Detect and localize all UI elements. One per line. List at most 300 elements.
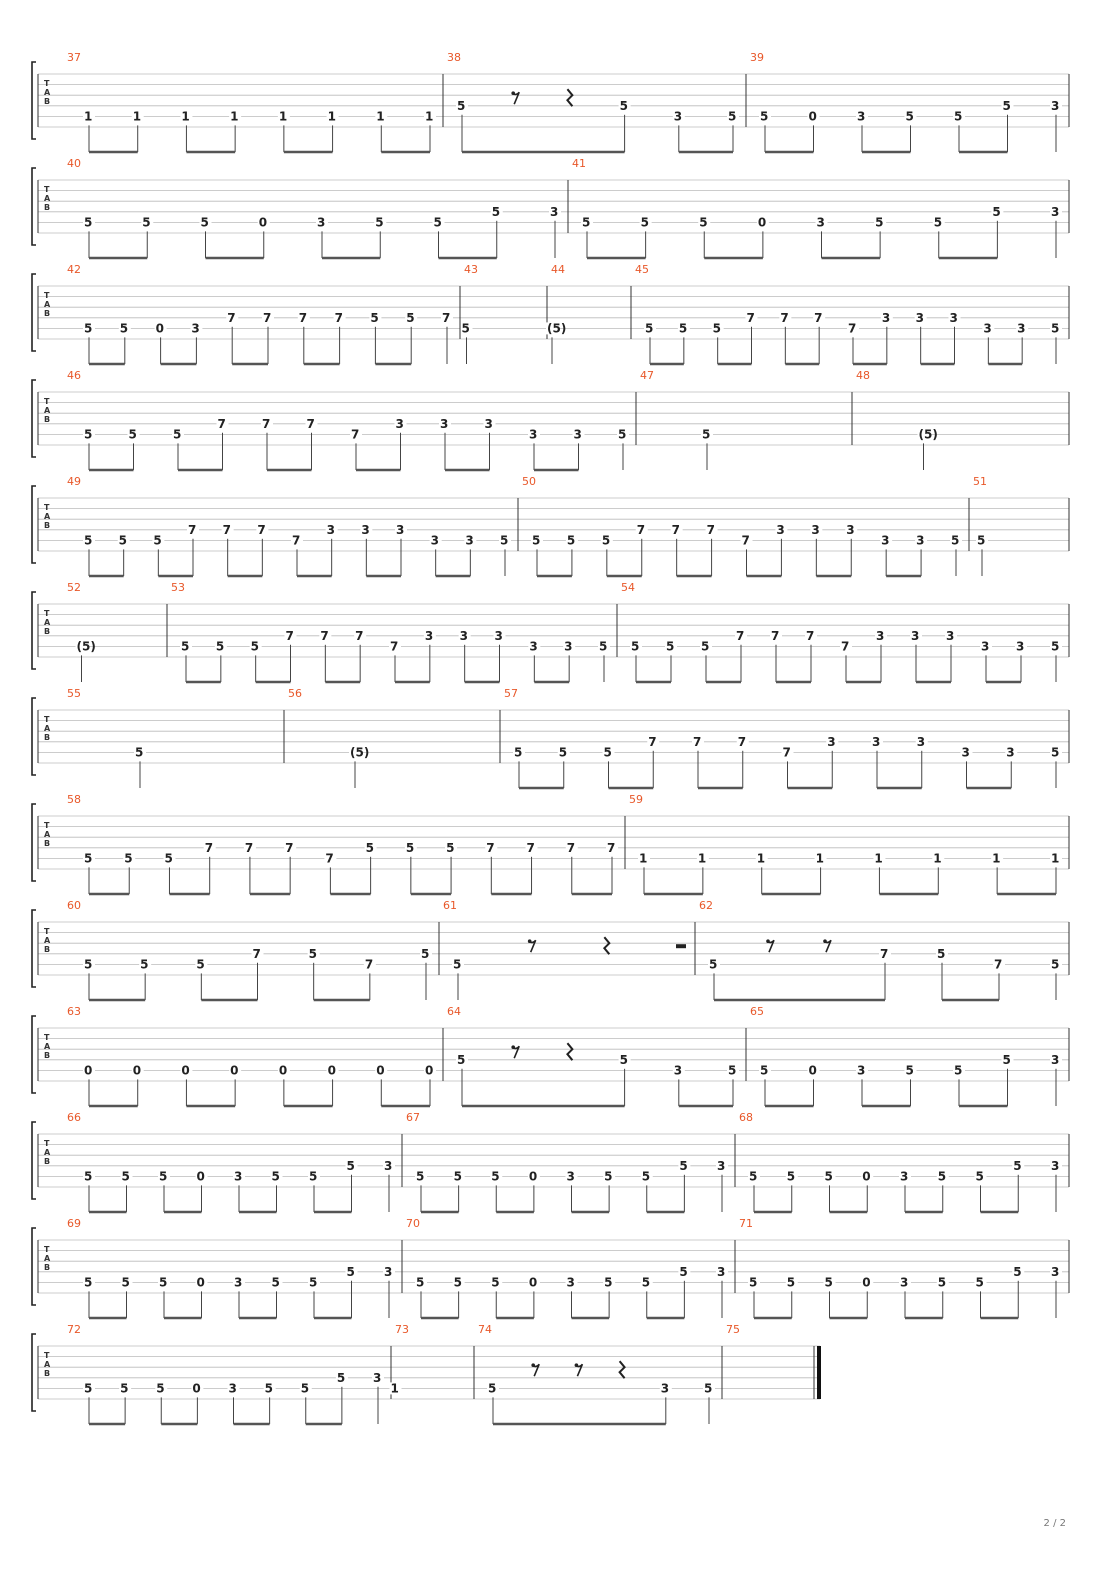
- fret-number: (5): [918, 427, 938, 442]
- fret-number: 5: [749, 1275, 758, 1290]
- measure-number: 73: [395, 1323, 409, 1336]
- fret-number: 5: [1051, 957, 1060, 972]
- fret-number: 3: [1051, 1264, 1060, 1279]
- fret-number: 3: [1051, 98, 1060, 113]
- fret-number: 5: [709, 957, 718, 972]
- system-bracket: [32, 910, 36, 987]
- measure-number: 40: [67, 157, 81, 170]
- fret-number: 5: [173, 427, 182, 442]
- system-bracket: [32, 1122, 36, 1199]
- fret-number: 7: [285, 628, 294, 643]
- fret-number: 3: [961, 745, 970, 760]
- fret-number: 5: [142, 215, 151, 230]
- fret-number: 3: [440, 416, 449, 431]
- fret-number: 5: [433, 215, 442, 230]
- fret-number: 0: [757, 215, 767, 230]
- fret-number: 7: [364, 957, 374, 972]
- fret-number: 5: [457, 1052, 466, 1067]
- fret-number: 5: [640, 215, 649, 230]
- fret-number: 5: [84, 321, 93, 336]
- fret-number: 7: [486, 840, 495, 855]
- fret-number: 5: [215, 639, 225, 654]
- fret-number: 5: [159, 1169, 168, 1184]
- fret-number: 3: [946, 628, 955, 643]
- fret-number: 5: [619, 98, 628, 113]
- fret-number: 7: [648, 734, 657, 749]
- measure-number: 38: [447, 51, 461, 64]
- fret-number: 5: [712, 321, 722, 336]
- fret-number: 5: [1013, 1158, 1022, 1173]
- system-bracket: [32, 380, 36, 457]
- fret-number: 5: [951, 533, 960, 548]
- fret-number: 5: [453, 1169, 462, 1184]
- measure-number: 66: [67, 1111, 81, 1124]
- eighth-rest-dot: [511, 91, 515, 95]
- fret-number: 7: [285, 840, 294, 855]
- fret-number: 1: [697, 851, 707, 866]
- fret-number: 3: [384, 1264, 393, 1279]
- fret-number: 5: [1051, 639, 1060, 654]
- fret-number: 3: [566, 1275, 575, 1290]
- fret-number: 7: [227, 310, 236, 325]
- fret-number: 5: [1002, 98, 1011, 113]
- fret-number: 3: [900, 1275, 909, 1290]
- fret-number: 1: [390, 1381, 399, 1396]
- fret-number: 7: [320, 628, 329, 643]
- fret-number: 5: [645, 321, 654, 336]
- fret-number: 5: [365, 840, 374, 855]
- fret-number: 1: [639, 851, 648, 866]
- fret-number: 7: [782, 745, 791, 760]
- quarter-rest: [620, 1361, 625, 1378]
- fret-number: 5: [84, 1275, 93, 1290]
- fret-number: 5: [405, 840, 415, 855]
- tab-clef-letter: T: [44, 821, 50, 830]
- fret-number: 5: [488, 1381, 497, 1396]
- fret-number: 5: [514, 745, 523, 760]
- measure-number: 69: [67, 1217, 81, 1230]
- tab-clef-letter: A: [44, 512, 51, 521]
- fret-number: 7: [252, 946, 261, 961]
- measure-number: 59: [629, 793, 643, 806]
- tab-clef-letter: T: [44, 397, 50, 406]
- fret-number: 3: [484, 416, 493, 431]
- fret-number: 3: [424, 628, 434, 643]
- fret-number: 5: [416, 1275, 425, 1290]
- fret-number: 1: [425, 109, 434, 124]
- tab-clef-letter: B: [44, 521, 51, 530]
- fret-number: 5: [824, 1169, 833, 1184]
- fret-number: 7: [741, 533, 750, 548]
- fret-number: 5: [937, 1275, 947, 1290]
- measure-number: 74: [478, 1323, 492, 1336]
- fret-number: 5: [933, 215, 943, 230]
- fret-number: 1: [376, 109, 385, 124]
- fret-number: (5): [76, 639, 96, 654]
- measure-number: 72: [67, 1323, 81, 1336]
- fret-number: 5: [119, 321, 129, 336]
- tab-clef-letter: B: [44, 309, 51, 318]
- fret-number: 5: [453, 1275, 462, 1290]
- fret-number: 0: [327, 1063, 336, 1078]
- fret-number: 5: [491, 1169, 500, 1184]
- fret-number: 3: [827, 734, 836, 749]
- fret-number: 1: [278, 109, 288, 124]
- fret-number: 3: [465, 533, 474, 548]
- eighth-rest-dot: [575, 1363, 579, 1367]
- fret-number: 5: [1002, 1052, 1011, 1067]
- tab-clef-letter: B: [44, 945, 51, 954]
- fret-number: 7: [848, 321, 857, 336]
- measure-number: 42: [67, 263, 81, 276]
- tab-clef-letter: B: [44, 1051, 51, 1060]
- tab-clef-letter: T: [44, 715, 50, 724]
- fret-number: 3: [660, 1381, 670, 1396]
- fret-number: 3: [1006, 745, 1015, 760]
- fret-number: 0: [230, 1063, 239, 1078]
- fret-number: 5: [728, 109, 737, 124]
- fret-number: 3: [915, 310, 925, 325]
- measure-number: 56: [288, 687, 302, 700]
- fret-number: 7: [814, 310, 823, 325]
- fret-number: 3: [550, 204, 559, 219]
- measure-number: 58: [67, 793, 81, 806]
- fret-number: 5: [375, 215, 384, 230]
- fret-number: 3: [494, 628, 503, 643]
- measure-number: 39: [750, 51, 764, 64]
- fret-number: 7: [736, 628, 745, 643]
- fret-number: 3: [673, 109, 683, 124]
- system-bracket: [32, 62, 36, 139]
- fret-number: 5: [84, 427, 93, 442]
- fret-number: 5: [977, 533, 986, 548]
- fret-number: 3: [1051, 1052, 1060, 1067]
- tab-clef-letter: A: [44, 194, 51, 203]
- fret-number: 5: [701, 639, 710, 654]
- fret-number: 3: [717, 1264, 726, 1279]
- tab-clef-letter: B: [44, 839, 51, 848]
- fret-number: 5: [406, 310, 415, 325]
- fret-number: 5: [566, 533, 576, 548]
- final-barline-thick: [817, 1346, 821, 1399]
- fret-number: 5: [786, 1169, 796, 1184]
- fret-number: 0: [425, 1063, 434, 1078]
- fret-number: 3: [361, 522, 370, 537]
- fret-number: 5: [159, 1275, 168, 1290]
- fret-number: 5: [975, 1275, 984, 1290]
- fret-number: 5: [124, 851, 133, 866]
- fret-number: 5: [164, 851, 173, 866]
- measure-number: 75: [726, 1323, 740, 1336]
- fret-number: 5: [370, 310, 379, 325]
- fret-number: 5: [121, 1169, 130, 1184]
- fret-number: 3: [1051, 1158, 1060, 1173]
- fret-number: 7: [706, 522, 715, 537]
- fret-number: 0: [192, 1381, 201, 1396]
- fret-number: 7: [334, 310, 343, 325]
- tab-clef-letter: T: [44, 1245, 50, 1254]
- fret-number: 0: [132, 1063, 142, 1078]
- fret-number: 5: [309, 1169, 318, 1184]
- fret-number: 3: [900, 1169, 909, 1184]
- measure-number: 52: [67, 581, 81, 594]
- tab-clef-letter: T: [44, 79, 50, 88]
- fret-number: 5: [760, 109, 769, 124]
- fret-number: 0: [808, 109, 817, 124]
- measure-number: 62: [699, 899, 713, 912]
- fret-number: 5: [118, 533, 128, 548]
- fret-number: 7: [994, 957, 1003, 972]
- fret-number: 3: [673, 1063, 683, 1078]
- fret-number: 3: [949, 310, 958, 325]
- tab-clef-letter: B: [44, 203, 51, 212]
- fret-number: 5: [641, 1169, 651, 1184]
- measure-number: 65: [750, 1005, 764, 1018]
- fret-number: 5: [250, 639, 260, 654]
- fret-number: 5: [308, 946, 318, 961]
- fret-number: 7: [262, 416, 271, 431]
- fret-number: 5: [1013, 1264, 1022, 1279]
- tab-clef-letter: T: [44, 291, 50, 300]
- fret-number: 0: [528, 1169, 538, 1184]
- fret-number: 5: [300, 1381, 310, 1396]
- fret-number: 3: [1017, 321, 1026, 336]
- fret-number: 3: [1051, 204, 1060, 219]
- fret-number: 0: [862, 1275, 871, 1290]
- fret-number: 7: [325, 851, 334, 866]
- tab-clef-letter: A: [44, 1360, 51, 1369]
- measure-number: 70: [406, 1217, 420, 1230]
- fret-number: 5: [728, 1063, 737, 1078]
- fret-number: 7: [607, 840, 616, 855]
- fret-number: 7: [351, 427, 360, 442]
- fret-number: 7: [636, 522, 646, 537]
- measure-number: 51: [973, 475, 987, 488]
- fret-number: 5: [618, 427, 627, 442]
- tab-clef-letter: T: [44, 609, 50, 618]
- tab-clef-letter: A: [44, 618, 51, 627]
- fret-number: 5: [196, 957, 205, 972]
- fret-number: 3: [816, 215, 825, 230]
- fret-number: 7: [217, 416, 226, 431]
- tab-clef-letter: B: [44, 733, 51, 742]
- fret-number: 7: [244, 840, 254, 855]
- fret-number: 3: [811, 522, 820, 537]
- fret-number: 0: [181, 1063, 190, 1078]
- fret-number: 7: [566, 840, 576, 855]
- fret-number: 3: [234, 1169, 243, 1184]
- fret-number: 5: [699, 215, 708, 230]
- fret-number: 5: [1051, 321, 1060, 336]
- fret-number: 5: [84, 851, 93, 866]
- measure-number: 54: [621, 581, 635, 594]
- fret-number: 5: [604, 1275, 613, 1290]
- quarter-rest: [604, 937, 609, 954]
- tab-clef-letter: T: [44, 1033, 50, 1042]
- fret-number: 1: [933, 851, 942, 866]
- fret-number: 1: [327, 109, 336, 124]
- system-bracket: [32, 592, 36, 669]
- fret-number: 5: [601, 533, 611, 548]
- fret-number: 0: [528, 1275, 538, 1290]
- fret-number: 0: [84, 1063, 93, 1078]
- measure-number: 55: [67, 687, 81, 700]
- fret-number: 5: [128, 427, 137, 442]
- fret-number: 7: [298, 310, 308, 325]
- fret-number: 7: [204, 840, 214, 855]
- tab-clef-letter: B: [44, 97, 51, 106]
- measure-number: 71: [739, 1217, 753, 1230]
- system-bracket: [32, 1228, 36, 1305]
- tab-clef-letter: B: [44, 1263, 51, 1272]
- fret-number: 0: [376, 1063, 385, 1078]
- fret-number: 3: [983, 321, 992, 336]
- fret-number: 7: [222, 522, 232, 537]
- eighth-rest-dot: [531, 1363, 535, 1367]
- measure-number: 48: [856, 369, 870, 382]
- eighth-rest-dot: [766, 939, 770, 943]
- fret-number: 5: [457, 98, 466, 113]
- measure-number: 60: [67, 899, 81, 912]
- fret-number: 5: [599, 639, 608, 654]
- fret-number: 7: [355, 628, 364, 643]
- fret-number: 3: [872, 734, 881, 749]
- tab-clef-letter: A: [44, 936, 51, 945]
- fret-number: 1: [815, 851, 824, 866]
- fret-number: 3: [916, 734, 926, 749]
- fret-number: 5: [937, 946, 946, 961]
- fret-number: 0: [196, 1169, 205, 1184]
- fret-number: 5: [619, 1052, 628, 1067]
- tab-clef-letter: A: [44, 300, 51, 309]
- measure-number: 47: [640, 369, 654, 382]
- fret-number: 5: [346, 1264, 355, 1279]
- fret-number: 7: [806, 628, 815, 643]
- fret-number: 5: [416, 1169, 425, 1184]
- fret-number: 5: [271, 1275, 280, 1290]
- fret-number: 3: [881, 533, 890, 548]
- fret-number: 7: [188, 522, 197, 537]
- fret-number: 0: [278, 1063, 288, 1078]
- quarter-rest: [567, 89, 572, 106]
- fret-number: 5: [631, 639, 640, 654]
- tab-clef-letter: B: [44, 627, 51, 636]
- fret-number: 0: [862, 1169, 871, 1184]
- fret-number: 3: [911, 628, 920, 643]
- tab-clef-letter: T: [44, 503, 50, 512]
- fret-number: 3: [1016, 639, 1025, 654]
- tab-clef-letter: A: [44, 1148, 51, 1157]
- measure-number: 57: [504, 687, 518, 700]
- fret-number: 5: [84, 215, 93, 230]
- measure-number: 37: [67, 51, 81, 64]
- fret-number: 3: [234, 1275, 243, 1290]
- fret-number: 3: [564, 639, 573, 654]
- fret-number: 5: [271, 1169, 280, 1184]
- fret-number: 5: [84, 957, 93, 972]
- fret-number: 5: [679, 1158, 688, 1173]
- tab-clef-letter: B: [44, 1369, 51, 1378]
- fret-number: 5: [702, 427, 711, 442]
- fret-number: 3: [881, 310, 891, 325]
- fret-number: 5: [749, 1169, 758, 1184]
- fret-number: 1: [132, 109, 142, 124]
- system-bracket: [32, 698, 36, 775]
- fret-number: 5: [84, 1381, 93, 1396]
- fret-number: 5: [704, 1381, 713, 1396]
- fret-number: 0: [258, 215, 268, 230]
- fret-number: 5: [121, 1275, 130, 1290]
- measure-number: 50: [522, 475, 536, 488]
- measure-number: 41: [572, 157, 586, 170]
- fret-number: 3: [846, 522, 855, 537]
- fret-number: 3: [459, 628, 469, 643]
- fret-number: 5: [760, 1063, 769, 1078]
- measure-number: 49: [67, 475, 81, 488]
- fret-number: 0: [196, 1275, 205, 1290]
- fret-number: 3: [876, 628, 885, 643]
- fret-number: 3: [384, 1158, 393, 1173]
- fret-number: 7: [390, 639, 399, 654]
- fret-number: 5: [491, 1275, 500, 1290]
- fret-number: 1: [756, 851, 766, 866]
- fret-number: 5: [461, 321, 470, 336]
- eighth-rest-dot: [528, 939, 532, 943]
- fret-number: 3: [396, 522, 405, 537]
- fret-number: 7: [292, 533, 301, 548]
- fret-number: (5): [547, 321, 567, 336]
- tab-clef-letter: A: [44, 88, 51, 97]
- fret-number: 5: [666, 639, 675, 654]
- fret-number: 7: [880, 946, 889, 961]
- measure-number: 45: [635, 263, 649, 276]
- measure-number: 46: [67, 369, 81, 382]
- fret-number: (5): [350, 745, 370, 760]
- fret-number: 3: [326, 522, 336, 537]
- fret-number: 5: [603, 745, 612, 760]
- fret-number: 1: [992, 851, 1001, 866]
- fret-number: 5: [200, 215, 209, 230]
- tab-clef-letter: A: [44, 1042, 51, 1051]
- fret-number: 5: [824, 1275, 833, 1290]
- fret-number: 3: [573, 427, 582, 442]
- fret-number: 0: [155, 321, 164, 336]
- tab-clef-letter: T: [44, 1351, 50, 1360]
- fret-number: 3: [776, 522, 785, 537]
- quarter-rest: [567, 1043, 572, 1060]
- fret-number: 3: [373, 1370, 382, 1385]
- fret-number: 5: [604, 1169, 613, 1184]
- fret-number: 1: [1051, 851, 1060, 866]
- system-bracket: [32, 486, 36, 563]
- fret-number: 5: [346, 1158, 355, 1173]
- fret-number: 7: [737, 734, 747, 749]
- fret-number: 1: [230, 109, 239, 124]
- measure-number: 43: [464, 263, 478, 276]
- fret-number: 5: [954, 1063, 963, 1078]
- fret-number: 3: [529, 427, 538, 442]
- fret-number: 5: [156, 1381, 165, 1396]
- fret-number: 7: [263, 310, 272, 325]
- fret-number: 0: [808, 1063, 817, 1078]
- fret-number: 3: [566, 1169, 575, 1184]
- half-rest: [676, 944, 686, 948]
- tab-clef-letter: T: [44, 927, 50, 936]
- fret-number: 5: [84, 533, 93, 548]
- fret-number: 5: [135, 745, 144, 760]
- fret-number: 5: [446, 840, 455, 855]
- system-bracket: [32, 1016, 36, 1093]
